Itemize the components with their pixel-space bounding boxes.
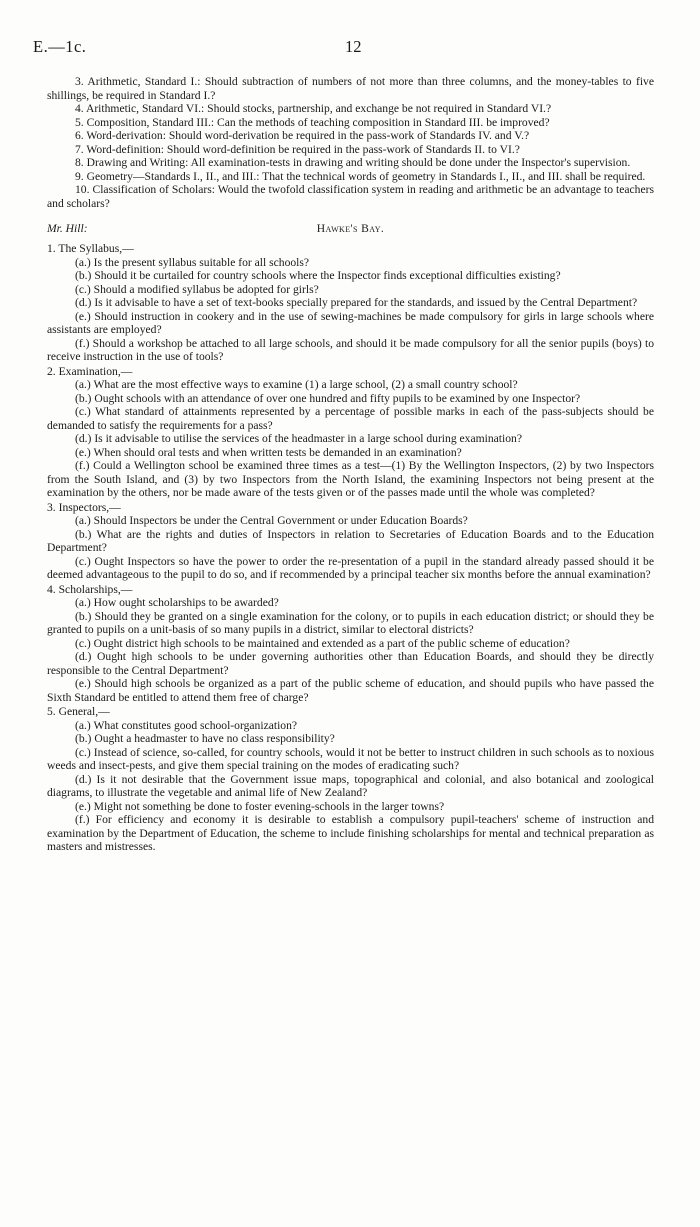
question-group-scholarships — [47, 583, 654, 705]
question-group-general — [47, 705, 654, 854]
sub-question: (e.) Should high schools be organized as a part of the public scheme of education, and should pupils who have passed the Sixth Standard be entitled to attend them free of charge? — [47, 677, 654, 704]
sub-question: (e.) Might not something be done to foster evening-schools in the larger towns? — [75, 799, 445, 813]
intro-item: 5. Composition, Standard III.: Can the methods of teaching composition in Standard III. be improved? — [75, 115, 550, 129]
question-heading: 3. Inspectors,— — [47, 500, 121, 514]
page-number: 12 — [345, 37, 362, 56]
sub-question: (c.) Should a modified syllabus be adopted for girls? — [75, 282, 319, 296]
question-heading: 1. The Syllabus,— — [47, 242, 134, 255]
sub-question: (a.) How ought scholarships to be awarded? — [75, 596, 279, 609]
sub-question: (b.) Should it be curtailed for country schools where the Inspector finds exceptional difficulties existing? — [75, 269, 561, 282]
sub-question: (a.) Is the present syllabus suitable for all schools? — [75, 255, 310, 269]
intro-item: 6. Word-derivation: Should word-derivation be required in the pass-work of Standards IV. and V.? — [75, 129, 530, 142]
sub-question: (c.) Ought district high schools to be maintained and extended as a part of the public scheme of education? — [75, 636, 570, 650]
question-group-syllabus — [47, 242, 654, 364]
sub-question: (a.) What constitutes good school-organization? — [75, 718, 298, 732]
intro-item: 8. Drawing and Writing: All examination-tests in drawing and writing should be done under the Inspector's supervision. — [75, 156, 631, 169]
document-reference: E.—1c. — [33, 37, 87, 56]
sub-question: (d.) Is it advisable to utilise the services of the headmaster in a large school during examination? — [75, 432, 522, 445]
region-title: Hawke's Bay. — [316, 222, 385, 235]
sub-question: (a.) Should Inspectors be under the Central Government or under Education Boards? — [75, 514, 468, 527]
intro-item: 3. Arithmetic, Standard I.: Should subtraction of numbers of not more than three columns, and the money-tables to five shillings, be required in Standard I.? — [47, 75, 654, 102]
intro-item: 7. Word-definition: Should word-definition be required in the pass-work of Standards II. to VI.? — [75, 142, 520, 156]
page-header — [33, 37, 660, 64]
sub-question: (b.) Ought a headmaster to have no class responsibility? — [75, 732, 335, 745]
question-group-examination — [47, 365, 654, 500]
intro-items — [47, 75, 654, 210]
question-heading: 5. General,— — [47, 705, 110, 718]
sub-question: (b.) Ought schools with an attendance of over one hundred and fifty pupils to be examined by one Inspector? — [75, 391, 581, 405]
sub-question: (e.) Should instruction in cookery and in the use of sewing-machines be made compulsory for girls in large schools where assistants are employed? — [47, 309, 654, 336]
question-heading: 2. Examination,— — [47, 364, 133, 378]
sub-question: (e.) When should oral tests and when written tests be demanded in an examination? — [75, 445, 462, 459]
sub-question: (d.) Is it not desirable that the Government issue maps, topographical and colonial, and also botanical and zoological diagrams, to illustrate the vegetable and animal life of New Zealand? — [47, 772, 654, 799]
intro-item: 4. Arithmetic, Standard VI.: Should stocks, partnership, and exchange be not required in Standard VI.? — [75, 102, 552, 115]
sub-question: (d.) Is it advisable to have a set of text-books specially prepared for the standards, and issued by the Central Department? — [75, 296, 638, 309]
sub-question: (f.) Should a workshop be attached to all large schools, and should it be made compulsory for all the senior pupils (boys) to receive instruction in the use of tools? — [47, 336, 654, 363]
sub-question: (a.) What are the most effective ways to examine (1) a large school, (2) a small country school? — [75, 378, 518, 391]
sub-question: (f.) For efficiency and economy it is desirable to establish a compulsory pupil-teachers' scheme of instruction and examination by the Department of Education, the scheme to include finishing scholarships for mental and technical preparation as masters and mistresses. — [47, 813, 654, 853]
sub-question: (c.) Ought Inspectors so have the power to order the re-presentation of a pupil in the standard already passed should it be deemed advantageous to the pupil to do so, and if recommended by a principal teacher six months before the annual examination? — [47, 554, 654, 581]
question-group-inspectors — [47, 501, 654, 582]
sub-question: (b.) What are the rights and duties of Inspectors in relation to Secretaries of Education Boards and to the Education Department? — [47, 527, 654, 554]
sub-question: (d.) Ought high schools to be under governing authorities other than Education Boards, and should they be directly responsible to the Central Department? — [47, 650, 654, 677]
sub-question: (c.) What standard of attainments represented by a percentage of possible marks in each of the pass-subjects should be demanded to satisfy the requirements for a pass? — [47, 405, 654, 432]
sub-question: (f.) Could a Wellington school be examined three times as a test—(1) By the Wellington Inspectors, (2) by two Inspectors from the South Island, and (3) by two Inspectors from the North Island, the examining Inspectors not being present at the examination by the others, nor be made aware of the tests given or of the passes made until the whole was completed? — [47, 459, 654, 499]
intro-item: 10. Classification of Scholars: Would the twofold classification system in reading and arithmetic be an advantage to teachers and scholars? — [47, 183, 654, 210]
sub-question: (b.) Should they be granted on a single examination for the colony, or to pupils in each education district; or should they be granted to pupils on a unit-basis of so many pupils in a district, similar to electoral districts? — [47, 609, 654, 636]
page-content — [47, 75, 654, 854]
question-heading: 4. Scholarships,— — [47, 582, 133, 596]
intro-item: 9. Geometry—Standards I., II., and III.: That the technical words of geometry in Standards I., II., and III. shall be required. — [75, 169, 646, 183]
speaker-name: Mr. Hill: — [47, 222, 88, 235]
sub-question: (c.) Instead of science, so-called, for country schools, would it not be better to instruct children in such schools as to noxious weeds and insect-pests, and give them special training on the modes of eradicating such? — [47, 745, 654, 772]
section-heading — [47, 222, 654, 238]
